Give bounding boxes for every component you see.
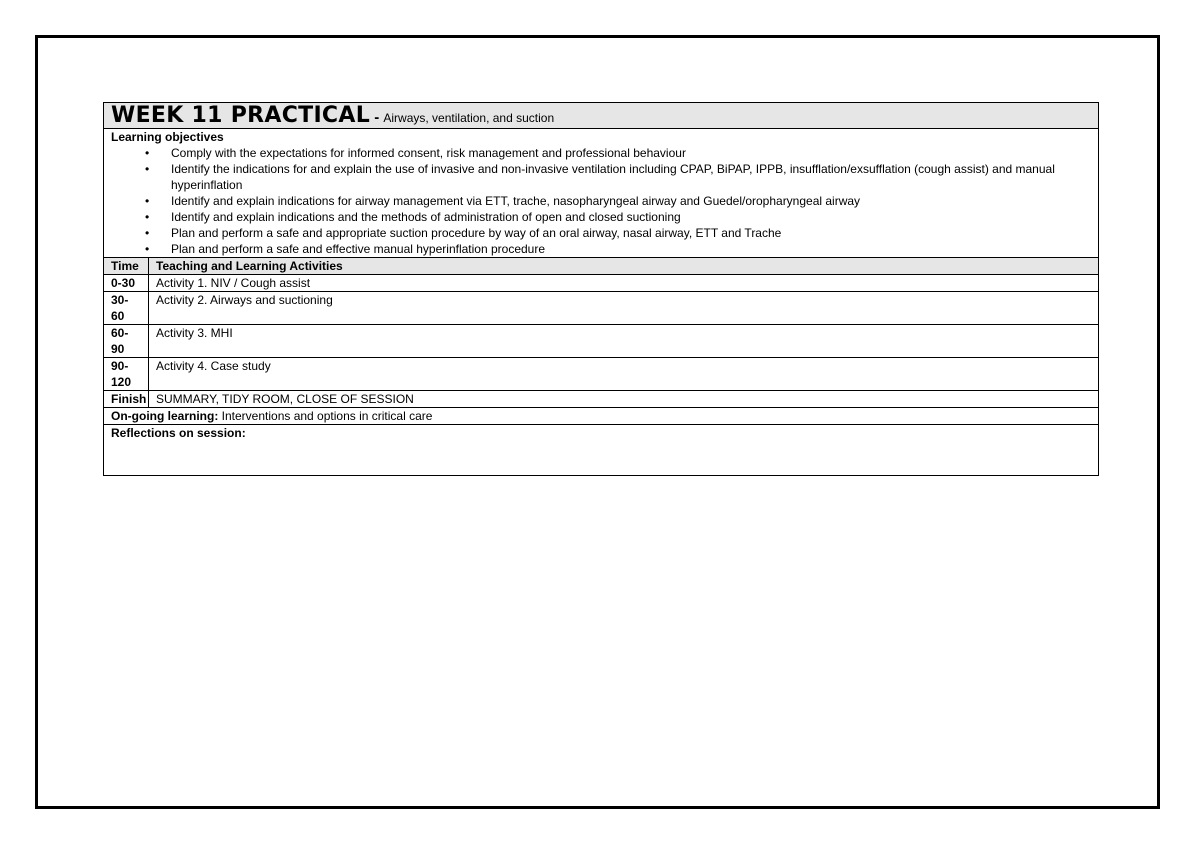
time-header: Time	[104, 258, 149, 275]
objective-text: Plan and perform a safe and appropriate suction procedure by way of an oral airway, nasal airway, ETT and Trache	[171, 226, 782, 240]
page-title: WEEK 11 PRACTICAL	[111, 103, 371, 128]
time-cell: 0-30	[104, 275, 149, 292]
ongoing-row	[104, 408, 1099, 425]
objective-item	[145, 193, 1091, 209]
schedule-header-row	[104, 258, 1099, 275]
reflections-row	[104, 425, 1099, 476]
objective-text: Plan and perform a safe and effective manual hyperinflation procedure	[171, 242, 546, 256]
table-row	[104, 358, 1099, 391]
time-cell: Finish	[104, 391, 149, 408]
table-row	[104, 325, 1099, 358]
objective-text: Identify and explain indications for airway management via ETT, trache, nasopharyngeal airway and Guedel/oropharyngeal airway	[171, 194, 861, 208]
title-separator: -	[370, 109, 384, 126]
objectives-list	[111, 145, 1091, 257]
objective-item	[145, 209, 1091, 225]
time-cell: 90-120	[104, 358, 149, 391]
objectives-row	[104, 129, 1099, 258]
bullet-icon: •	[145, 162, 150, 176]
reflections-cell[interactable]	[104, 425, 1099, 476]
objectives-cell	[104, 129, 1099, 258]
ongoing-cell	[104, 408, 1099, 425]
time-cell: 30-60	[104, 292, 149, 325]
bullet-icon: •	[145, 210, 150, 224]
objective-text: Identify and explain indications and the methods of administration of open and closed suctioning	[171, 210, 681, 224]
bullet-icon: •	[145, 242, 150, 256]
activity-cell: Activity 3. MHI	[149, 325, 1099, 358]
objective-item	[145, 161, 1091, 193]
reflections-label: Reflections on session:	[111, 426, 246, 440]
objective-item	[145, 241, 1091, 257]
title-row	[104, 103, 1099, 129]
objective-text: Identify the indications for and explain the use of invasive and non-invasive ventilation including CPAP, BiPAP, IPPB, insufflation/exsufflation (cough assist) and manual hyperinflation	[171, 162, 1055, 192]
activity-header: Teaching and Learning Activities	[149, 258, 1099, 275]
activity-cell: Activity 2. Airways and suctioning	[149, 292, 1099, 325]
table-row	[104, 292, 1099, 325]
ongoing-text: Interventions and options in critical care	[218, 409, 433, 423]
bullet-icon: •	[145, 194, 150, 208]
activity-cell: SUMMARY, TIDY ROOM, CLOSE OF SESSION	[149, 391, 1099, 408]
objective-item	[145, 145, 1091, 161]
objective-text: Comply with the expectations for informed consent, risk management and professional behaviour	[171, 146, 686, 160]
time-cell: 60-90	[104, 325, 149, 358]
activity-cell: Activity 4. Case study	[149, 358, 1099, 391]
table-row	[104, 391, 1099, 408]
title-cell	[104, 103, 1099, 129]
objectives-heading: Learning objectives	[111, 130, 224, 144]
table-row	[104, 275, 1099, 292]
bullet-icon: •	[145, 226, 150, 240]
bullet-icon: •	[145, 146, 150, 160]
practical-table	[103, 102, 1099, 476]
activity-cell: Activity 1. NIV / Cough assist	[149, 275, 1099, 292]
page-subtitle: Airways, ventilation, and suction	[383, 111, 555, 125]
ongoing-label: On-going learning:	[111, 409, 219, 423]
objective-item	[145, 225, 1091, 241]
